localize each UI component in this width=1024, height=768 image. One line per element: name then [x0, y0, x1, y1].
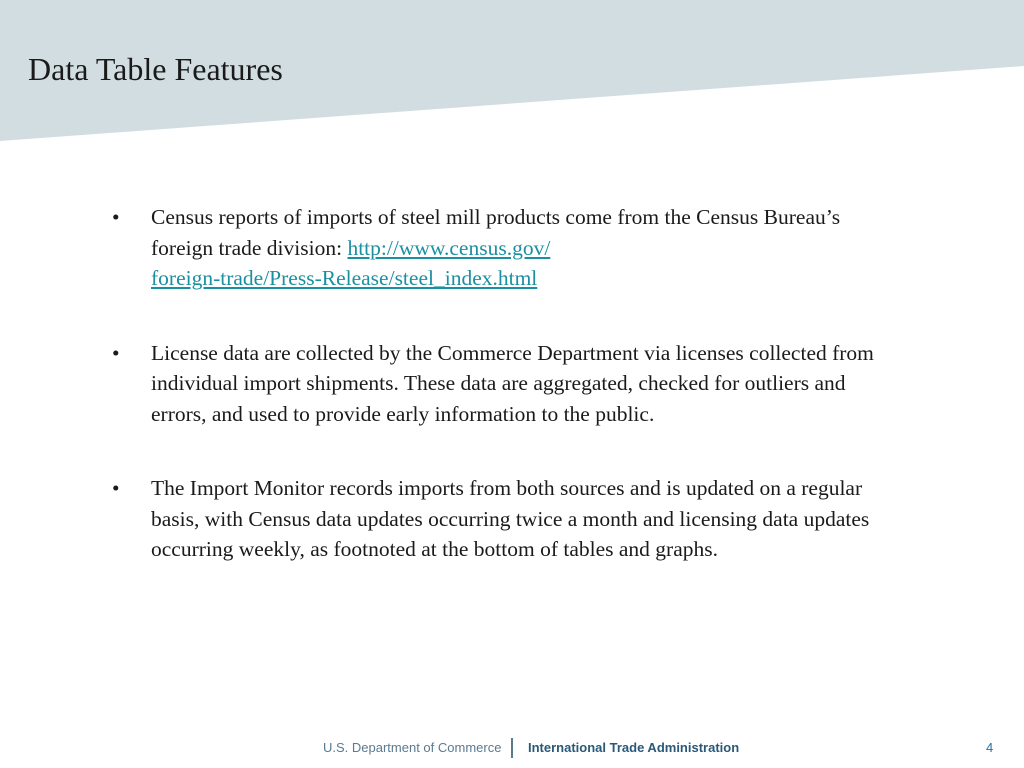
bullet-item-license: [112, 338, 902, 430]
footer-department: U.S. Department of Commerce: [323, 740, 502, 755]
footer-agency: International Trade Administration: [528, 740, 740, 755]
bullet-item-census: [112, 202, 902, 294]
bullet-list: [112, 202, 902, 609]
footer: [0, 737, 1024, 761]
census-link-part-1[interactable]: http://www.census.gov/: [347, 235, 551, 260]
bullet-text: The Import Monitor records imports from both sources and is updated on a regular basis, with Census data updates occurring twice a month and licensing data updates occurring weekly, as footnoted at the bottom of tables and graphs.: [151, 476, 870, 561]
bullet-mark: •: [112, 476, 120, 500]
bullet-item-import-monitor: [112, 473, 902, 565]
bullet-mark: •: [112, 205, 120, 229]
slide-title: Data Table Features: [28, 51, 283, 87]
bullet-text: Census reports of imports of steel mill products come from the Census Bureau’s foreign trade division:: [151, 205, 841, 260]
bullet-mark: •: [112, 340, 120, 365]
census-link-part-2[interactable]: foreign-trade/Press-Release/steel_index.html: [151, 266, 538, 290]
bullet-text: License data are collected by the Commerce Department via licenses collected from individual import shipments. These data are aggregated, checked for outliers and errors, and used to provide early information to the public.: [151, 340, 874, 426]
page-number: 4: [986, 740, 994, 755]
footer-divider: [511, 738, 513, 758]
